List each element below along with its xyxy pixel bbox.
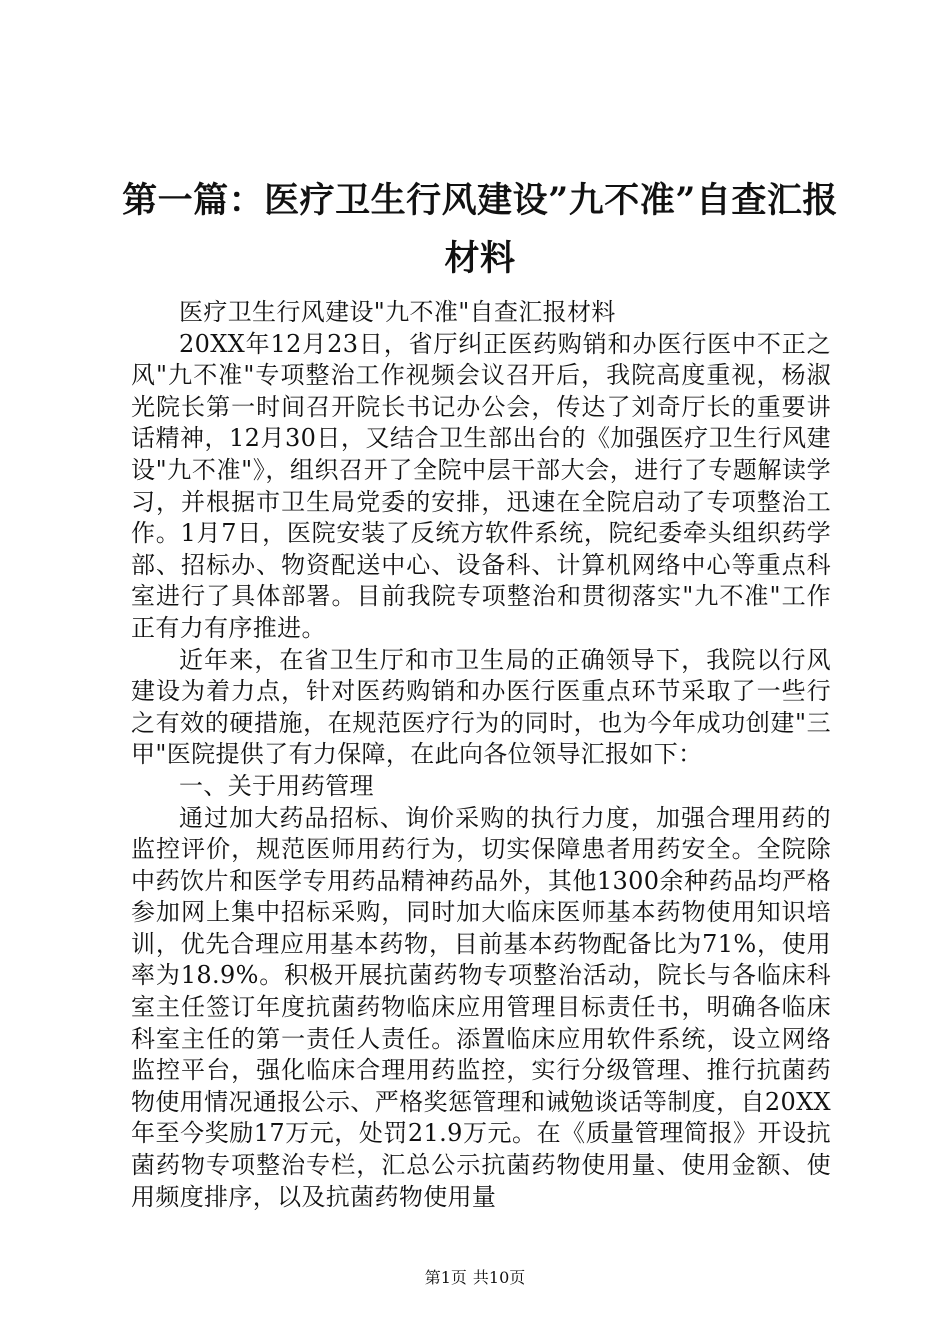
document-body (131, 297, 831, 1213)
subtitle-paragraph: 医疗卫生行风建设"九不准"自查汇报材料 (179, 298, 616, 326)
section-heading: 一、关于用药管理 (179, 771, 374, 800)
medication-management-paragraph: 通过加大药品招标、询价采购的执行力度，加强合理用药的监控评价，规范医师用药行为，切实保障患者用药安全。全院除中药饮片和医学专用药品精神药品外，其他1300余种药品均严格参加网上集中招标采购，同时加大临床医师基本药物使用知识培训，优先合理应用基本药物，目前基本药物配备比为71%，使用率为18.9%。积极开展抗菌药物专项整治活动，院长与各临床科室主任签订年度抗菌药物临床应用管理目标责任书，明确各临床科室主任的第一责任人责任。添置临床应用软件系统，设立网络监控平台，强化临床合理用药监控，实行分级管理、推行抗菌药物使用情况通报公示、严格奖惩管理和诫勉谈话等制度，自20XX年至今奖励17万元，处罚21.9万元。在《质量管理简报》开设抗菌药物专项整治专栏，汇总公示抗菌药物使用量、使用金额、使用频度排序，以及抗菌药物使用量 (131, 803, 831, 1211)
intro-paragraph: 20XX年12月23日，省厅纠正医药购销和办医行医中不正之风"九不准"专项整治工作视频会议召开后，我院高度重视，杨淑光院长第一时间召开院长书记办公会，传达了刘奇厅长的重要讲话精神，12月30日，又结合卫生部出台的《加强医疗卫生行风建设"九不准"》，组织召开了全院中层干部大会，进行了专题解读学习，并根据市卫生局党委的安排，迅速在全院启动了专项整治工作。1月7日，医院安装了反统方软件系统，院纪委牵头组织药学部、招标办、物资配送中心、设备科、计算机网络中心等重点科室进行了具体部署。目前我院专项整治和贯彻落实"九不准"工作正有力有序推进。 (131, 329, 831, 642)
page-footer (0, 1268, 950, 1288)
document-title: 第一篇：医疗卫生行风建设”九不准”自查汇报材料 (122, 180, 838, 279)
page-total: 共10页 (472, 1268, 526, 1287)
page-number: 第1页 (424, 1268, 467, 1287)
summary-paragraph: 近年来，在省卫生厅和市卫生局的正确领导下，我院以行风建设为着力点，针对医药购销和办医行医重点环节采取了一些行之有效的硬措施，在规范医疗行为的同时，也为今年成功创建"三甲"医院提供了有力保障，在此向各位领导汇报如下： (131, 645, 831, 769)
